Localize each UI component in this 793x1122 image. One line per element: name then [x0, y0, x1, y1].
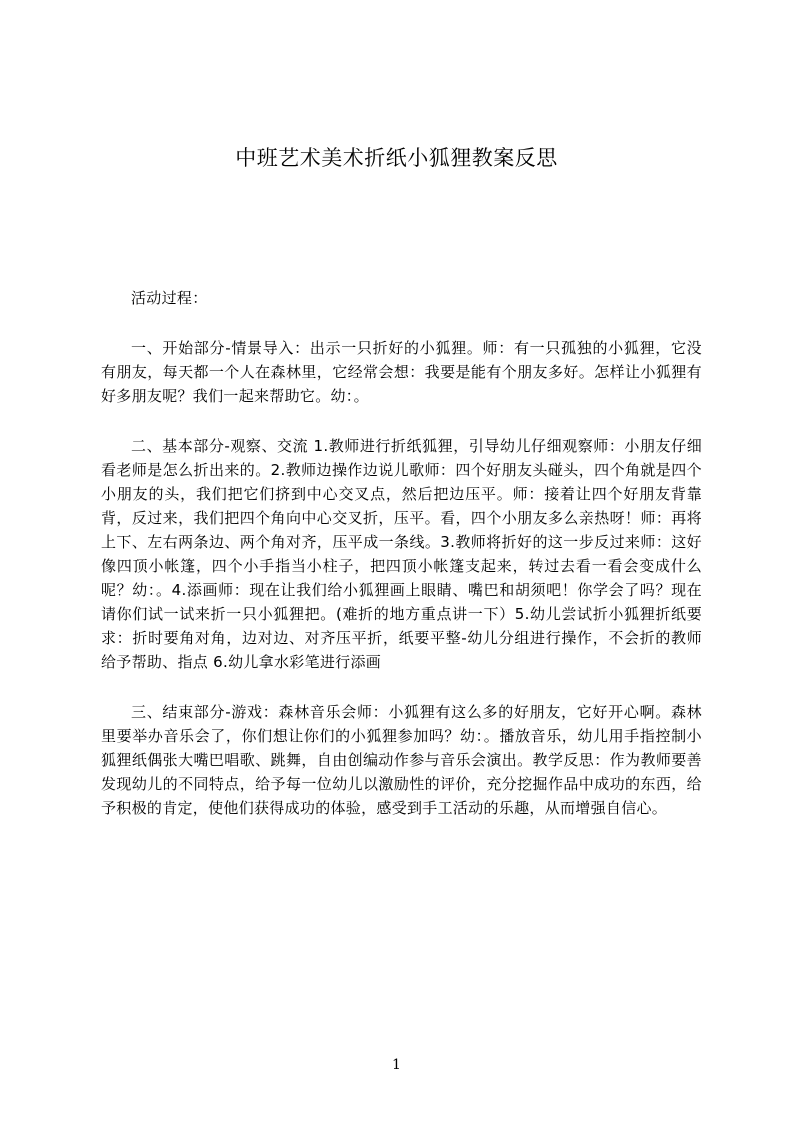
paragraph-opening-part: 一、开始部分-情景导入：出示一只折好的小狐狸。师：有一只孤独的小狐狸，它没有朋友，每天都一个人在森林里，它经常会想：我要是能有个朋友多好。怎样让小狐狸有好多朋友呢？我们一起来帮助它。幼：。	[101, 339, 702, 405]
paragraph-ending-part: 三、结束部分-游戏：森林音乐会师：小狐狸有这么多的好朋友，它好开心啊。森林里要举办音乐会了，你们想让你们的小狐狸参加吗？幼：。播放音乐，幼儿用手指控制小狐狸纸偶张大嘴巴唱歌、跳舞，自由创编动作参与音乐会演出。教学反思：作为教师要善发现幼儿的不同特点，给予每一位幼儿以激励性的评价，充分挖掘作品中成功的东西，给予积极的肯定，使他们获得成功的体验，感受到手工活动的乐趣，从而增强自信心。	[101, 703, 702, 817]
section-heading-activity-process: 活动过程：	[131, 289, 208, 307]
page-number: 1	[392, 1057, 401, 1073]
document-body	[101, 286, 702, 846]
document-title: 中班艺术美术折纸小狐狸教案反思	[235, 146, 558, 170]
paragraph-basic-part: 二、基本部分-观察、交流 1.教师进行折纸狐狸，引导幼儿仔细观察师：小朋友仔细看老师是怎么折出来的。2.教师边操作边说儿歌师：四个好朋友头碰头，四个角就是四个小朋友的头，我们把它们挤到中心交叉点，然后把边压平。师：接着让四个好朋友背靠背，反过来，我们把四个角向中心交叉折，压平。看，四个小朋友多么亲热呀！师：再将上下、左右两条边、两个角对齐，压平成一条线。3.教师将折好的这一步反过来师：这好像四顶小帐篷，四个小手指当小柱子，把四顶小帐篷支起来，转过去看一看会变成什么呢？幼：。4.添画师：现在让我们给小狐狸画上眼睛、嘴巴和胡须吧！你学会了吗？现在请你们试一试来折一只小狐狸把。(难折的地方重点讲一下）5.幼儿尝试折小狐狸折纸要求：折时要角对角，边对边、对齐压平折，纸要平整-幼儿分组进行操作，不会折的教师给予帮助、指点 6.幼儿拿水彩笔进行添画	[101, 437, 702, 671]
